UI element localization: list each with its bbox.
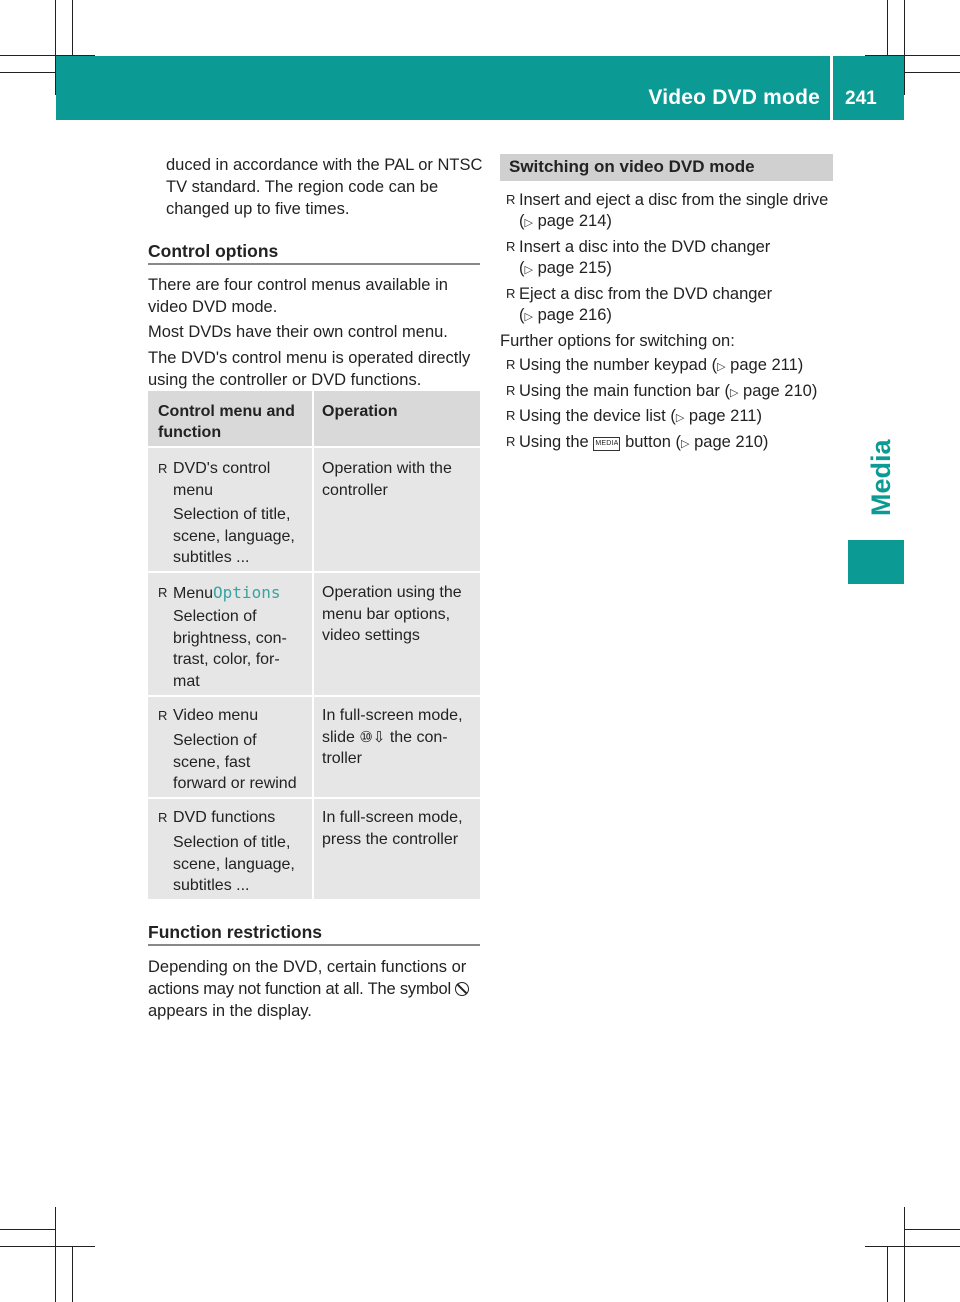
bullet-marker: R <box>506 383 516 398</box>
page-number: 241 <box>845 88 877 109</box>
paragraph-line: Most DVDs have their own control menu. <box>148 323 448 341</box>
table-row-desc: brightness, con- <box>173 630 287 647</box>
crop-mark <box>905 1229 960 1230</box>
table-row-op: troller <box>322 750 363 767</box>
table-row-op: In full-screen mode, <box>322 707 463 724</box>
paren: ( <box>519 259 525 277</box>
page-title: Video DVD mode <box>648 86 820 109</box>
table-row-desc: forward or rewind <box>173 775 297 792</box>
page-reference[interactable] <box>519 210 612 234</box>
table-row-op: In full-screen mode, <box>322 809 463 826</box>
paragraph-text: actions may not function at all. The symbol <box>148 980 451 998</box>
arrow-right-icon: ▷ <box>675 412 685 424</box>
table-row-desc: mat <box>173 673 200 690</box>
page-reference[interactable] <box>519 304 612 328</box>
table-row-item: DVD functions <box>173 809 276 826</box>
crop-mark <box>904 1207 905 1302</box>
table-row-op: controller <box>322 482 388 499</box>
menu-label: Menu <box>173 585 214 602</box>
op-text: slide <box>322 729 360 746</box>
paragraph-line: video DVD mode. <box>148 298 278 316</box>
table-row-op: menu bar options, <box>322 606 451 623</box>
list-item[interactable] <box>519 354 803 378</box>
ref-text: page 214) <box>537 212 612 230</box>
crop-mark <box>904 0 905 95</box>
ref-text: page 211) <box>688 407 762 425</box>
side-tab-label: Media <box>866 439 896 516</box>
further-options-label: Further options for switching on: <box>500 332 735 350</box>
crop-mark <box>0 1246 95 1247</box>
bullet-marker: R <box>506 192 516 207</box>
arrow-right-icon: ▷ <box>524 311 533 323</box>
header-divider <box>830 56 833 120</box>
table-header-label: function <box>158 424 222 441</box>
list-item: Insert and eject a disc from the single drive <box>519 191 829 209</box>
paragraph-line: using the controller or DVD functions. <box>148 371 422 389</box>
paren: ( <box>519 306 525 324</box>
paragraph-line: appears in the display. <box>148 1002 312 1020</box>
side-tab-block <box>848 540 904 584</box>
function-restrictions-heading: Function restrictions <box>148 922 323 942</box>
table-row-desc: Selection of <box>173 608 257 625</box>
table-row-item: DVD's control <box>173 460 271 477</box>
control-options-heading: Control options <box>148 241 279 261</box>
bullet-marker: R <box>506 434 516 449</box>
intro-line: duced in accordance with the PAL or NTSC <box>166 156 483 174</box>
table-row-desc: scene, language, <box>173 856 295 873</box>
bullet-marker: R <box>158 585 168 600</box>
table-row-desc: Selection of title, <box>173 506 291 523</box>
crop-mark <box>72 1247 73 1302</box>
bullet-marker: R <box>506 408 516 423</box>
bullet-marker: R <box>158 810 168 825</box>
heading-rule <box>148 944 480 946</box>
arrow-right-icon: ▷ <box>729 387 739 399</box>
arrow-right-icon: ▷ <box>524 264 533 276</box>
ref-text: page 210) <box>694 433 769 451</box>
arrow-right-icon: ▷ <box>524 217 533 229</box>
controller-slide-icon: ⑩⇩ <box>359 729 386 746</box>
ref-text: page 211) <box>730 356 804 374</box>
list-item[interactable] <box>519 405 762 429</box>
section-title: Switching on video DVD mode <box>509 157 755 176</box>
table-row-desc: scene, language, <box>173 528 295 545</box>
arrow-right-icon: ▷ <box>681 438 690 450</box>
paragraph-line: There are four control menus available in <box>148 276 448 294</box>
ref-text: page 216) <box>537 306 612 324</box>
option-text: Using the device list ( <box>519 407 676 425</box>
table-row-desc: trast, color, for- <box>173 651 280 668</box>
bullet-marker: R <box>506 239 516 254</box>
intro-line: changed up to five times. <box>166 200 350 218</box>
bullet-marker: R <box>158 461 168 476</box>
table-row-op <box>322 727 448 749</box>
list-item[interactable] <box>519 431 768 455</box>
op-text: the con- <box>385 729 448 746</box>
crop-mark <box>887 1247 888 1302</box>
option-text: Using the main function bar ( <box>519 382 730 400</box>
bullet-marker: R <box>506 357 516 372</box>
table-row-op: Operation with the <box>322 460 452 477</box>
list-item: Eject a disc from the DVD changer <box>519 285 773 303</box>
page-reference[interactable] <box>519 257 612 281</box>
media-button-icon: MEDIA <box>593 437 620 451</box>
table-row-op: press the controller <box>322 831 459 848</box>
bullet-marker: R <box>158 708 168 723</box>
arrow-right-icon: ▷ <box>717 361 726 373</box>
table-row-item: menu <box>173 482 214 499</box>
table-row-desc: subtitles ... <box>173 877 250 894</box>
ref-text: page 210) <box>743 382 818 400</box>
no-entry-icon <box>455 982 469 996</box>
table-header-label: Operation <box>322 403 398 420</box>
option-text: Using the number keypad ( <box>519 356 718 374</box>
bullet-marker: R <box>506 286 516 301</box>
crop-mark <box>0 1229 55 1230</box>
table-header-label: Control menu and <box>158 403 295 420</box>
crop-mark <box>72 0 73 55</box>
option-text: Using the <box>519 433 589 451</box>
table-row-desc: Selection of <box>173 732 257 749</box>
paragraph-line: The DVD's control menu is operated directly <box>148 349 471 367</box>
paren: ( <box>519 212 525 230</box>
intro-line: TV standard. The region code can be <box>166 178 439 196</box>
table-row-desc: Selection of title, <box>173 834 291 851</box>
menu-code-options: Options <box>213 583 281 602</box>
crop-mark <box>865 1246 960 1247</box>
ref-text: page 215) <box>537 259 612 277</box>
table-row-item <box>173 582 280 605</box>
crop-mark <box>55 1207 56 1302</box>
table-row-item: Video menu <box>173 707 259 724</box>
crop-mark <box>905 72 960 73</box>
option-text: button ( <box>625 433 682 451</box>
crop-mark <box>0 72 55 73</box>
table-row-desc: subtitles ... <box>173 549 250 566</box>
list-item: Insert a disc into the DVD changer <box>519 238 771 256</box>
heading-rule <box>148 263 480 265</box>
table-row-desc: scene, fast <box>173 754 251 771</box>
table-row-op: video settings <box>322 627 420 644</box>
table-row-op: Operation using the <box>322 584 462 601</box>
paragraph-line <box>148 978 469 1000</box>
crop-mark <box>887 0 888 55</box>
paragraph-line: Depending on the DVD, certain functions or <box>148 958 467 976</box>
list-item[interactable] <box>519 380 817 404</box>
